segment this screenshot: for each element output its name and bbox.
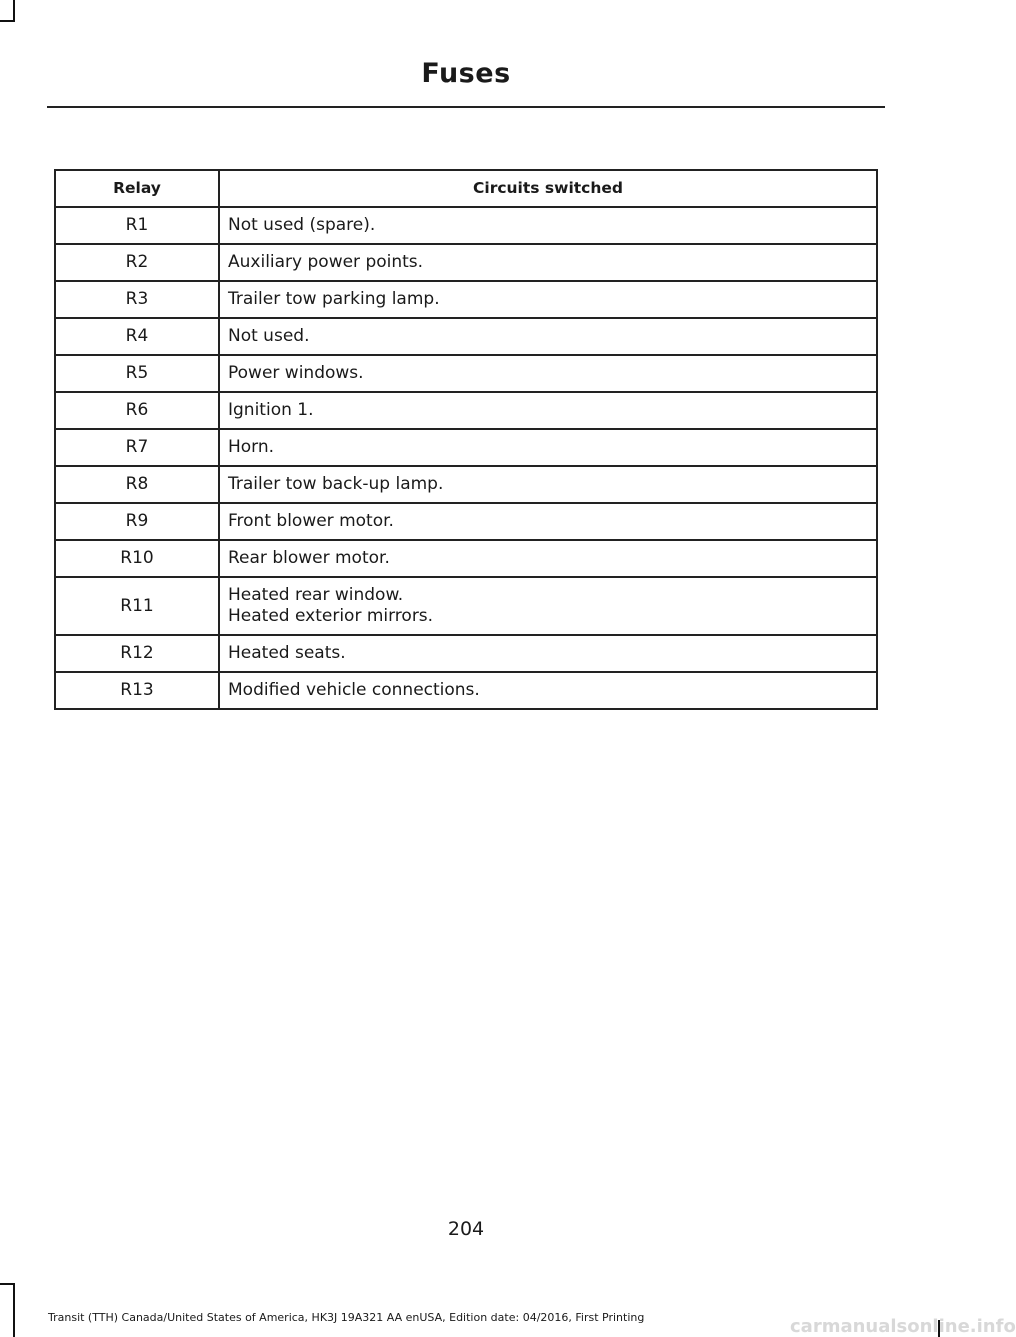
column-header-circuits: Circuits switched bbox=[219, 170, 877, 207]
table-row bbox=[55, 244, 877, 281]
circuits-switched bbox=[219, 503, 877, 540]
circuit-line: Heated seats. bbox=[228, 643, 346, 663]
circuits-switched bbox=[219, 318, 877, 355]
table-header-row bbox=[55, 170, 877, 207]
relay-id: R5 bbox=[55, 355, 219, 392]
circuits-switched bbox=[219, 281, 877, 318]
circuit-line: Rear blower motor. bbox=[228, 548, 390, 568]
watermark: carmanualsonline.info bbox=[790, 1316, 1016, 1337]
table-row bbox=[55, 635, 877, 672]
circuits-switched bbox=[219, 466, 877, 503]
circuit-line: Heated rear window. bbox=[228, 585, 404, 605]
relay-table bbox=[54, 169, 878, 710]
circuits-switched bbox=[219, 207, 877, 244]
circuit-line: Heated exterior mirrors. bbox=[228, 606, 434, 626]
crop-mark-bottom-left-vertical bbox=[13, 1283, 15, 1337]
circuits-switched bbox=[219, 429, 877, 466]
relay-id: R12 bbox=[55, 635, 219, 672]
page-title: Fuses bbox=[421, 58, 511, 89]
circuit-line: Trailer tow parking lamp. bbox=[228, 289, 440, 309]
table-row bbox=[55, 466, 877, 503]
relay-id: R1 bbox=[55, 207, 219, 244]
header-rule bbox=[47, 106, 885, 108]
table-row bbox=[55, 355, 877, 392]
table-row bbox=[55, 503, 877, 540]
table-row bbox=[55, 577, 877, 635]
circuit-line: Modified vehicle connections. bbox=[228, 680, 480, 700]
circuits-switched bbox=[219, 577, 877, 635]
circuit-line: Horn. bbox=[228, 437, 275, 457]
circuits-switched bbox=[219, 355, 877, 392]
circuits-switched bbox=[219, 244, 877, 281]
circuit-line: Power windows. bbox=[228, 363, 364, 383]
circuit-line: Not used. bbox=[228, 326, 310, 346]
relay-id: R7 bbox=[55, 429, 219, 466]
relay-id: R13 bbox=[55, 672, 219, 709]
column-header-relay: Relay bbox=[55, 170, 219, 207]
relay-id: R6 bbox=[55, 392, 219, 429]
circuit-line: Front blower motor. bbox=[228, 511, 394, 531]
circuits-switched bbox=[219, 635, 877, 672]
circuits-switched bbox=[219, 540, 877, 577]
table-body bbox=[55, 207, 877, 709]
circuits-switched bbox=[219, 672, 877, 709]
circuit-line: Trailer tow back-up lamp. bbox=[228, 474, 444, 494]
circuit-line: Auxiliary power points. bbox=[228, 252, 424, 272]
table-row bbox=[55, 207, 877, 244]
relay-id: R9 bbox=[55, 503, 219, 540]
circuit-line: Ignition 1. bbox=[228, 400, 314, 420]
table-row bbox=[55, 318, 877, 355]
circuits-switched bbox=[219, 392, 877, 429]
relay-id: R10 bbox=[55, 540, 219, 577]
table-row bbox=[55, 281, 877, 318]
footer-text: Transit (TTH) Canada/United States of America, HK3J 19A321 AA enUSA, Edition date: 04/2016, First Printing bbox=[48, 1311, 645, 1324]
page-number: 204 bbox=[447, 1218, 485, 1240]
relay-id: R2 bbox=[55, 244, 219, 281]
relay-id: R3 bbox=[55, 281, 219, 318]
table-row bbox=[55, 672, 877, 709]
relay-id: R4 bbox=[55, 318, 219, 355]
crop-mark-top-left-horizontal bbox=[0, 20, 15, 22]
crop-mark-top-left-vertical bbox=[13, 0, 15, 22]
circuit-line: Not used (spare). bbox=[228, 215, 376, 235]
relay-id: R8 bbox=[55, 466, 219, 503]
table-row bbox=[55, 429, 877, 466]
relay-id: R11 bbox=[55, 577, 219, 635]
table-row bbox=[55, 540, 877, 577]
table-row bbox=[55, 392, 877, 429]
